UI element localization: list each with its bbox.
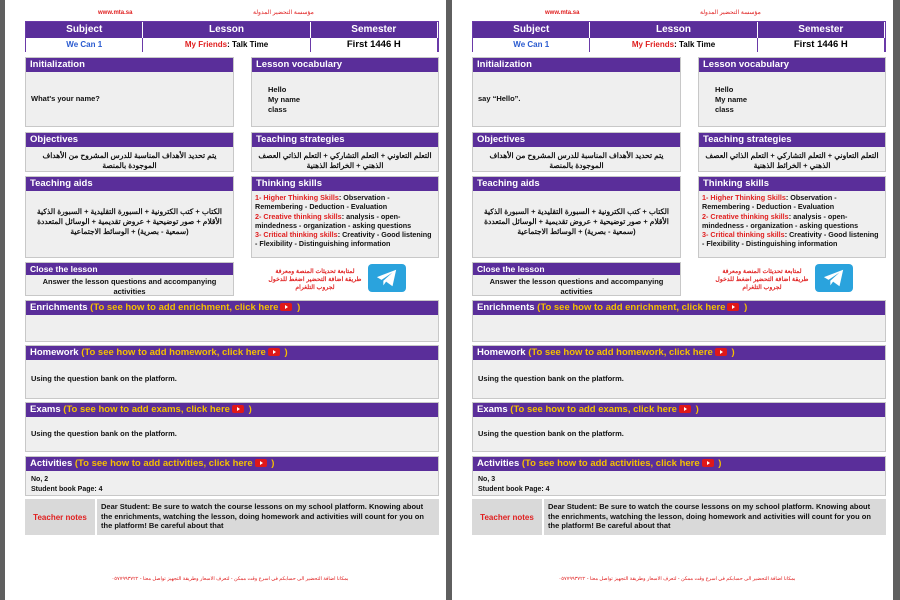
subject-label: Subject bbox=[473, 22, 590, 38]
creative-thinking-text: : analysis - open-mindedness - organization - asking questions bbox=[702, 211, 859, 230]
activities-title: Activities bbox=[477, 458, 520, 469]
creative-thinking-label: 2- Creative thinking skills bbox=[255, 211, 342, 221]
activities-help-link[interactable]: (To see how to add activities, click here bbox=[519, 458, 700, 469]
activities-help-tail: ) bbox=[715, 458, 722, 469]
lesson-header-table bbox=[472, 21, 886, 52]
homework-help-link[interactable]: (To see how to add homework, click here bbox=[78, 347, 266, 358]
homework-help-link[interactable]: (To see how to add homework, click here bbox=[525, 347, 713, 358]
objectives-title: Objectives bbox=[26, 133, 233, 147]
teacher-notes-text: Dear Student: Be sure to watch the course lessons on my school platform. Knowing about the enrichments, watching the lesson, doing homework and activities will count for you on the platform! Be careful about that bbox=[542, 499, 886, 535]
exams-help-tail: ) bbox=[692, 404, 699, 415]
subject-value: We Can 1 bbox=[26, 38, 143, 52]
thinking-skills-section bbox=[698, 176, 886, 258]
vocabulary-title: Lesson vocabulary bbox=[699, 58, 885, 72]
youtube-icon[interactable] bbox=[702, 459, 714, 467]
activities-book-page: Student book Page: 4 bbox=[31, 486, 103, 493]
homework-section bbox=[25, 345, 439, 399]
strategies-title: Teaching strategies bbox=[699, 133, 885, 147]
youtube-icon[interactable] bbox=[679, 405, 691, 413]
higher-thinking-text: : Observation - Remembering - Deduction - Evaluation bbox=[702, 193, 837, 212]
initialization-title: Initialization bbox=[26, 58, 233, 72]
teacher-notes-row bbox=[472, 499, 886, 535]
document-page bbox=[452, 0, 893, 600]
organization-name: مؤسسة التحضير المدولة bbox=[700, 10, 761, 16]
homework-help-tail: ) bbox=[728, 347, 735, 358]
homework-text: Using the question bank on the platform. bbox=[31, 374, 177, 383]
exams-section bbox=[25, 402, 439, 452]
youtube-icon[interactable] bbox=[268, 348, 280, 356]
lesson-value bbox=[590, 38, 757, 52]
youtube-icon[interactable] bbox=[280, 303, 292, 311]
teacher-notes-label: Teacher notes bbox=[472, 499, 542, 535]
activities-number: No, 2 bbox=[31, 476, 49, 483]
youtube-icon[interactable] bbox=[232, 405, 244, 413]
homework-title: Homework bbox=[30, 347, 79, 358]
subject-label: Subject bbox=[26, 22, 143, 38]
vocabulary-word: Hello bbox=[268, 85, 287, 94]
thinking-skills-title: Thinking skills bbox=[252, 177, 438, 191]
initialization-section bbox=[25, 57, 234, 127]
vocabulary-word: class bbox=[268, 105, 287, 114]
activities-section bbox=[25, 456, 439, 496]
enrichments-help-tail: ) bbox=[294, 302, 301, 313]
vocabulary-section bbox=[251, 57, 439, 127]
vocabulary-word: Hello bbox=[715, 85, 734, 94]
vocabulary-section bbox=[698, 57, 886, 127]
activities-help-tail: ) bbox=[268, 458, 275, 469]
site-url[interactable]: www.mta.sa bbox=[98, 10, 133, 16]
exams-title: Exams bbox=[477, 404, 508, 415]
teaching-aids-text: الكتاب + كتب الكترونية + السبورة التقليدية + السبورة الذكية الأقلام + صور توضيحية + عروض تقديمية + الوسائل المتعددة (سمعية - بصرية) + الوسائط الاجتماعية bbox=[37, 207, 222, 236]
strategies-section bbox=[251, 132, 439, 172]
exams-help-tail: ) bbox=[245, 404, 252, 415]
teacher-notes-row bbox=[25, 499, 439, 535]
semester-label: Semester bbox=[758, 22, 885, 38]
lesson-title: My Friends bbox=[631, 40, 675, 49]
strategies-section bbox=[698, 132, 886, 172]
enrichments-section bbox=[25, 300, 439, 342]
telegram-icon[interactable] bbox=[368, 264, 406, 292]
exams-help-link[interactable]: (To see how to add exams, click here bbox=[507, 404, 677, 415]
teaching-aids-title: Teaching aids bbox=[26, 177, 233, 191]
critical-thinking-label: 3- Critical thinking skills bbox=[702, 230, 785, 240]
homework-help-tail: ) bbox=[281, 347, 288, 358]
close-lesson-section bbox=[472, 262, 681, 296]
close-lesson-title: Close the lesson bbox=[473, 263, 680, 275]
telegram-promo-text[interactable]: لمتابعة تحديثات المنصة ومعرفة طريقة اضافة التحضير اضغط للدخول لجروب التلغرام bbox=[268, 268, 362, 291]
higher-thinking-label: 1- Higher Thinking Skills bbox=[702, 193, 786, 202]
enrichments-section bbox=[472, 300, 886, 342]
activities-number: No, 3 bbox=[478, 476, 496, 483]
enrichments-help-tail: ) bbox=[741, 302, 748, 313]
lesson-value bbox=[143, 38, 310, 52]
document-page bbox=[5, 0, 446, 600]
creative-thinking-text: : analysis - open-mindedness - organization - asking questions bbox=[255, 211, 412, 230]
page-footer: بمكانا اضافة التحضير الى حسابكم في اسرع وقت ممكن - لتعرف الاسعار وطريقة التجهيز تواصل معنا - ٠٥٧٧٩٩٣٧٢٢ bbox=[111, 576, 349, 582]
initialization-section bbox=[472, 57, 681, 127]
telegram-promo-text[interactable]: لمتابعة تحديثات المنصة ومعرفة طريقة اضافة التحضير اضغط للدخول لجروب التلغرام bbox=[715, 268, 809, 291]
activities-title: Activities bbox=[30, 458, 73, 469]
lesson-label: Lesson bbox=[590, 22, 757, 38]
enrichments-text bbox=[473, 315, 885, 323]
thinking-skills-title: Thinking skills bbox=[699, 177, 885, 191]
vocabulary-title: Lesson vocabulary bbox=[252, 58, 438, 72]
close-lesson-section bbox=[25, 262, 234, 296]
exams-section bbox=[472, 402, 886, 452]
close-lesson-text: Answer the lesson questions and accompanying activities bbox=[489, 277, 664, 296]
semester-value: First 1446 H bbox=[311, 38, 438, 52]
initialization-text: What's your name? bbox=[31, 94, 100, 103]
lesson-title: My Friends bbox=[184, 40, 228, 49]
exams-text: Using the question bank on the platform. bbox=[478, 429, 624, 438]
youtube-icon[interactable] bbox=[255, 459, 267, 467]
exams-title: Exams bbox=[30, 404, 61, 415]
lesson-header-table bbox=[25, 21, 439, 52]
teaching-aids-section bbox=[25, 176, 234, 258]
homework-title: Homework bbox=[477, 347, 526, 358]
critical-thinking-text: : Creativity - Good listening - Flexibility - Distinguishing information bbox=[255, 230, 432, 249]
strategies-title: Teaching strategies bbox=[252, 133, 438, 147]
activities-help-link[interactable]: (To see how to add activities, click here bbox=[72, 458, 253, 469]
higher-thinking-text: : Observation - Remembering - Deduction - Evaluation bbox=[255, 193, 390, 212]
creative-thinking-label: 2- Creative thinking skills bbox=[702, 211, 789, 221]
homework-text: Using the question bank on the platform. bbox=[478, 374, 624, 383]
thinking-skills-section bbox=[251, 176, 439, 258]
enrichments-title: Enrichments bbox=[30, 302, 88, 313]
enrichments-help-link[interactable]: (To see how to add enrichment, click here bbox=[87, 302, 279, 313]
teaching-aids-title: Teaching aids bbox=[473, 177, 680, 191]
close-lesson-text: Answer the lesson questions and accompanying activities bbox=[42, 277, 217, 296]
vocabulary-word: My name bbox=[715, 95, 748, 104]
vocabulary-word: My name bbox=[268, 95, 301, 104]
activities-section bbox=[472, 456, 886, 496]
lesson-subtitle: : Talk Time bbox=[227, 40, 269, 49]
homework-section bbox=[472, 345, 886, 399]
close-lesson-title: Close the lesson bbox=[26, 263, 233, 275]
enrichments-text bbox=[26, 315, 438, 323]
telegram-icon[interactable] bbox=[815, 264, 853, 292]
organization-name: مؤسسة التحضير المدولة bbox=[253, 10, 314, 16]
teaching-aids-text: الكتاب + كتب الكترونية + السبورة التقليدية + السبورة الذكية الأقلام + صور توضيحية + عروض تقديمية + الوسائل المتعددة (سمعية - بصرية) + الوسائط الاجتماعية bbox=[484, 207, 669, 236]
objectives-text: يتم تحديد الأهداف المناسبة للدرس المشروح من الأهداف الموجودة بالمنصة bbox=[489, 151, 664, 170]
initialization-text: say “Hello”. bbox=[478, 94, 521, 103]
lesson-subtitle: : Talk Time bbox=[674, 40, 716, 49]
objectives-section bbox=[472, 132, 681, 172]
higher-thinking-label: 1- Higher Thinking Skills bbox=[255, 193, 339, 202]
teacher-notes-label: Teacher notes bbox=[25, 499, 95, 535]
teaching-aids-section bbox=[472, 176, 681, 258]
teacher-notes-text: Dear Student: Be sure to watch the course lessons on my school platform. Knowing about the enrichments, watching the lesson, doing homework and activities will count for you on the platform! Be careful about that bbox=[95, 499, 439, 535]
initialization-title: Initialization bbox=[473, 58, 680, 72]
semester-label: Semester bbox=[311, 22, 438, 38]
objectives-title: Objectives bbox=[473, 133, 680, 147]
lesson-label: Lesson bbox=[143, 22, 310, 38]
site-url[interactable]: www.mta.sa bbox=[545, 10, 580, 16]
exams-help-link[interactable]: (To see how to add exams, click here bbox=[60, 404, 230, 415]
enrichments-help-link[interactable]: (To see how to add enrichment, click here bbox=[534, 302, 726, 313]
objectives-section bbox=[25, 132, 234, 172]
critical-thinking-text: : Creativity - Good listening - Flexibility - Distinguishing information bbox=[702, 230, 879, 249]
objectives-text: يتم تحديد الأهداف المناسبة للدرس المشروح من الأهداف الموجودة بالمنصة bbox=[42, 151, 217, 170]
exams-text: Using the question bank on the platform. bbox=[31, 429, 177, 438]
vocabulary-word: class bbox=[715, 105, 734, 114]
strategies-text: التعلم التعاوني + التعلم التشاركي + التعلم الذاتي العصف الذهني + الخرائط الذهنية bbox=[258, 151, 432, 170]
page-footer: بمكانا اضافة التحضير الى حسابكم في اسرع وقت ممكن - لتعرف الاسعار وطريقة التجهيز تواصل معنا - ٠٥٧٧٩٩٣٧٢٢ bbox=[558, 576, 796, 582]
enrichments-title: Enrichments bbox=[477, 302, 535, 313]
subject-value: We Can 1 bbox=[473, 38, 590, 52]
youtube-icon[interactable] bbox=[715, 348, 727, 356]
youtube-icon[interactable] bbox=[727, 303, 739, 311]
critical-thinking-label: 3- Critical thinking skills bbox=[255, 230, 338, 240]
activities-book-page: Student book Page: 4 bbox=[478, 486, 550, 493]
strategies-text: التعلم التعاوني + التعلم التشاركي + التعلم الذاتي العصف الذهني + الخرائط الذهنية bbox=[705, 151, 879, 170]
semester-value: First 1446 H bbox=[758, 38, 885, 52]
